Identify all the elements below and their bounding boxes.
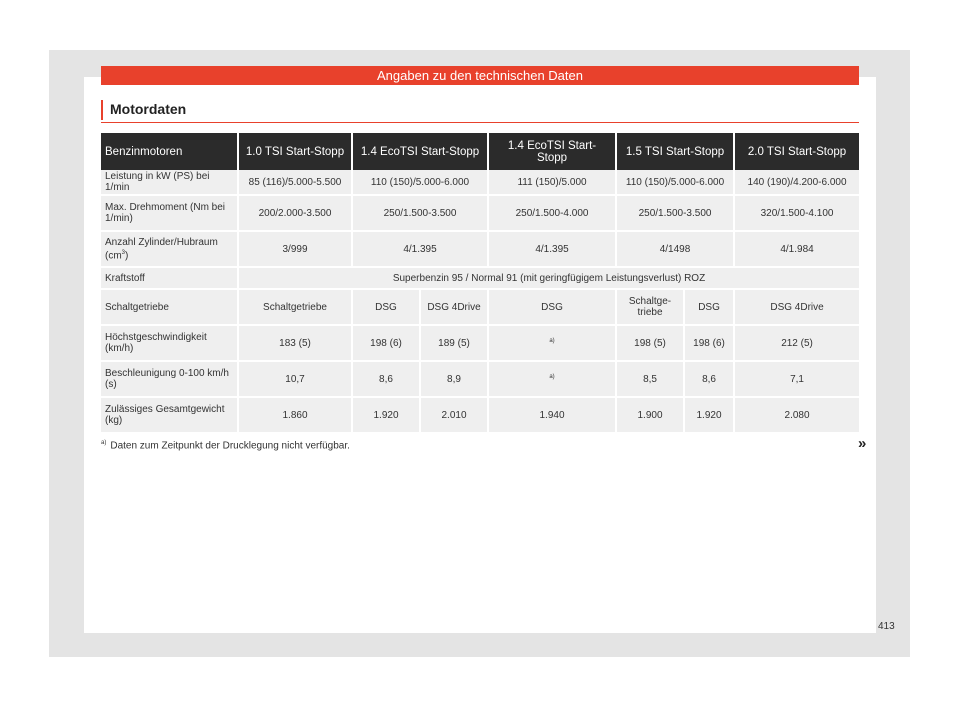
table-row (101, 267, 859, 289)
chapter-title: Angaben zu den technischen Daten (377, 68, 583, 83)
footnote-text: Daten zum Zeitpunkt der Drucklegung nicht verfügbar. (110, 440, 350, 452)
table-cell: 198 (6) (684, 325, 734, 361)
table-cell: 183 (5) (238, 325, 352, 361)
table-cell: 250/1.500-3.500 (616, 195, 734, 231)
section-accent-bar (101, 100, 103, 120)
table-cell: 4/1.984 (734, 231, 859, 267)
table-cell: 2.010 (420, 397, 488, 433)
table-cell: 110 (150)/5.000-6.000 (616, 170, 734, 195)
table-cell: 7,1 (734, 361, 859, 397)
table-row (101, 289, 859, 325)
section-heading (101, 100, 859, 123)
row-label: Schaltgetriebe (101, 289, 238, 325)
header-cell: 1.4 EcoTSI Start-Stopp (352, 133, 488, 170)
row-label: Zulässiges Gesamtgewicht (kg) (101, 397, 238, 433)
row-label: Beschleunigung 0-100 km/h (s) (101, 361, 238, 397)
table-cell: DSG 4Drive (420, 289, 488, 325)
table-cell: Schaltgetriebe (238, 289, 352, 325)
table-cell: 85 (116)/5.000-5.500 (238, 170, 352, 195)
table-cell: 212 (5) (734, 325, 859, 361)
table-cell: 8,9 (420, 361, 488, 397)
table-cell: 1.920 (684, 397, 734, 433)
header-cell: 1.0 TSI Start-Stopp (238, 133, 352, 170)
table-cell: 4/1.395 (488, 231, 616, 267)
table-cell: 189 (5) (420, 325, 488, 361)
table-cell: 111 (150)/5.000 (488, 170, 616, 195)
table-cell: 200/2.000-3.500 (238, 195, 352, 231)
table-cell: 1.920 (352, 397, 420, 433)
table-cell: 4/1.395 (352, 231, 488, 267)
table-row (101, 231, 859, 267)
table-cell: 198 (6) (352, 325, 420, 361)
table-cell: 4/1498 (616, 231, 734, 267)
table-cell: 1.940 (488, 397, 616, 433)
page-number: 413 (878, 621, 895, 632)
table-cell: 10,7 (238, 361, 352, 397)
continue-arrow-icon: » (858, 435, 867, 452)
row-label: Kraftstoff (101, 267, 238, 289)
table-row (101, 195, 859, 231)
section-title: Motordaten (110, 101, 187, 117)
table-cell: 8,6 (352, 361, 420, 397)
table-cell: 8,5 (616, 361, 684, 397)
table-cell: 250/1.500-3.500 (352, 195, 488, 231)
table-cell: 110 (150)/5.000-6.000 (352, 170, 488, 195)
header-cell: Benzinmotoren (101, 133, 238, 170)
table-cell: 8,6 (684, 361, 734, 397)
footnote-marker: a) (101, 440, 107, 446)
table-row (101, 170, 859, 195)
chapter-header (101, 66, 859, 85)
footnote (101, 440, 350, 451)
table-header-row (101, 133, 859, 170)
table-cell: DSG (352, 289, 420, 325)
table-cell: 198 (5) (616, 325, 684, 361)
table-cell: a) (488, 325, 616, 361)
row-label: Leistung in kW (PS) bei 1/min (101, 170, 238, 195)
table-cell: Superbenzin 95 / Normal 91 (mit geringfügigem Leistungsverlust) ROZ (238, 267, 859, 289)
table-cell: DSG 4Drive (734, 289, 859, 325)
table-row (101, 397, 859, 433)
header-cell: 1.4 EcoTSI Start-Stopp (488, 133, 616, 170)
table-cell: 320/1.500-4.100 (734, 195, 859, 231)
table-cell: 1.860 (238, 397, 352, 433)
table-cell: 250/1.500-4.000 (488, 195, 616, 231)
table-cell: DSG (488, 289, 616, 325)
table-cell: a) (488, 361, 616, 397)
table-cell: 2.080 (734, 397, 859, 433)
table-cell: 1.900 (616, 397, 684, 433)
header-cell: 2.0 TSI Start-Stopp (734, 133, 859, 170)
row-label: Anzahl Zylinder/Hubraum (cm$^3$) (101, 231, 238, 267)
row-label: Höchstgeschwindigkeit (km/h) (101, 325, 238, 361)
table-cell: 3/999 (238, 231, 352, 267)
table-row (101, 325, 859, 361)
table-cell: DSG (684, 289, 734, 325)
table-cell: 140 (190)/4.200-6.000 (734, 170, 859, 195)
table-row (101, 361, 859, 397)
engine-data-table (101, 133, 859, 434)
header-cell: 1.5 TSI Start-Stopp (616, 133, 734, 170)
row-label: Max. Drehmoment (Nm bei 1/min) (101, 195, 238, 231)
table-cell: Schaltgetriebe (616, 289, 684, 325)
